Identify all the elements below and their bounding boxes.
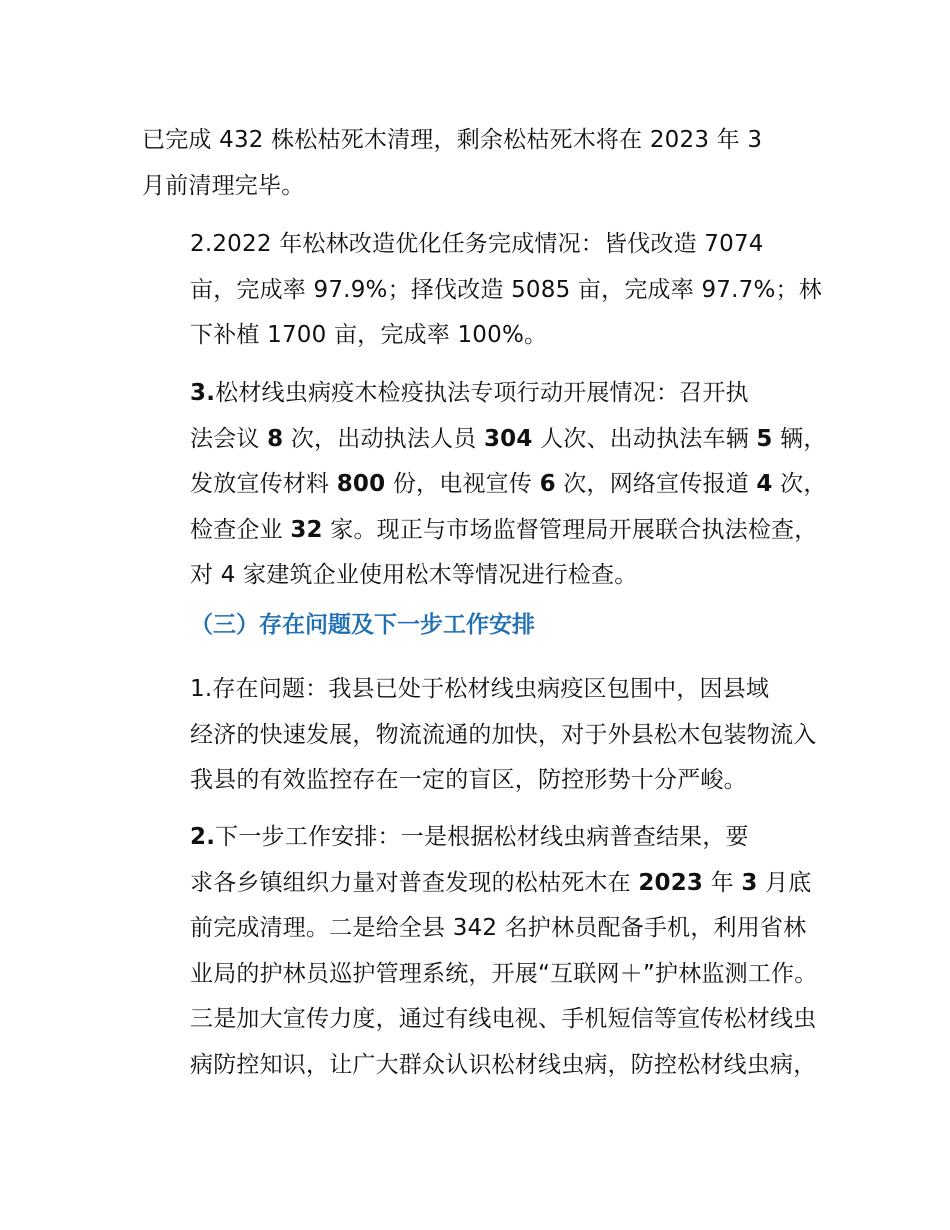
paragraph-quarantine-enforcement xyxy=(142,371,827,599)
text-segment: 年 xyxy=(703,869,742,896)
text-segment: 次，出动执法人员 xyxy=(283,425,484,452)
paragraph-existing-problems xyxy=(142,667,822,804)
text-line xyxy=(142,508,822,554)
bold-number: 3 xyxy=(741,869,758,896)
text-line xyxy=(142,815,822,861)
bold-number: 8 xyxy=(267,425,284,452)
paragraph-cleanup-status xyxy=(142,118,822,209)
text-segment: 份，电视宣传 xyxy=(385,471,540,497)
text-line xyxy=(142,371,822,417)
section-heading: （三）存在问题及下一步工作安排 xyxy=(190,612,535,638)
text-segment: 下一步工作安排：一是根据松材线虫病普查结果，要 xyxy=(215,824,749,850)
text-line: 三是加大宣传力度，通过有线电视、手机短信等宣传松材线虫 xyxy=(190,1006,817,1032)
text-line xyxy=(142,462,827,508)
bold-number: 32 xyxy=(290,516,323,543)
text-segment: 次， xyxy=(772,471,827,497)
bold-number: 4 xyxy=(756,471,773,497)
text-segment: 求各乡镇组织力量对普查发现的松枯死木在 xyxy=(190,869,639,896)
bold-number: 800 xyxy=(336,471,386,497)
text-line xyxy=(142,861,822,907)
text-line xyxy=(142,417,827,463)
text-line: 经济的快速发展，物流流通的加快，对于外县松木包装物流入 xyxy=(190,721,817,748)
text-line: 已完成 432 株松枯死木清理，剩余松枯死木将在 2023 年 3 xyxy=(142,127,763,153)
bold-number: 304 xyxy=(483,425,533,452)
bold-number: 6 xyxy=(539,471,556,497)
text-line: 亩，完成率 97.9%；择伐改造 5085 亩，完成率 97.7%；林 xyxy=(190,276,822,303)
text-segment: 松材线虫病疫木检疫执法专项行动开展情况：召开执 xyxy=(215,380,749,406)
text-line: 对 4 家建筑企业使用松木等情况进行检查。 xyxy=(190,562,638,588)
text-line: 月前清理完毕。 xyxy=(142,172,305,199)
bold-number: 5 xyxy=(756,425,773,452)
item-number: 3. xyxy=(190,380,216,406)
text-line: 我县的有效监控存在一定的盲区，防控形势十分严峻。 xyxy=(190,767,747,793)
item-number: 2. xyxy=(190,824,216,850)
text-segment: 家。现正与市场监督管理局开展联合执法检查， xyxy=(322,516,818,543)
text-segment: 次，网络宣传报道 xyxy=(555,471,757,497)
paragraph-next-steps xyxy=(142,815,822,1088)
text-line: 业局的护林员巡护管理系统，开展“互联网＋”护林监测工作。 xyxy=(190,960,818,987)
text-segment: 人次、出动执法车辆 xyxy=(532,425,757,452)
text-segment: 月底 xyxy=(757,869,812,896)
paragraph-forest-renovation xyxy=(142,222,822,359)
text-line: 2.2022 年松林改造优化任务完成情况：皆伐改造 7074 xyxy=(190,231,764,257)
text-segment: 发放宣传材料 xyxy=(190,471,337,497)
text-segment: 法会议 xyxy=(190,425,268,452)
text-line: 前完成清理。二是给全县 342 名护林员配备手机，利用省林 xyxy=(190,915,807,941)
text-segment: 检查企业 xyxy=(190,516,291,543)
text-segment: 辆， xyxy=(772,425,827,452)
text-line: 1.存在问题：我县已处于松材线虫病疫区包围中，因县域 xyxy=(190,676,770,702)
text-line: 下补植 1700 亩，完成率 100%。 xyxy=(190,322,548,348)
text-line: 病防控知识，让广大群众认识松材线虫病，防控松材线虫病， xyxy=(190,1051,817,1078)
bold-number: 2023 xyxy=(638,869,704,896)
